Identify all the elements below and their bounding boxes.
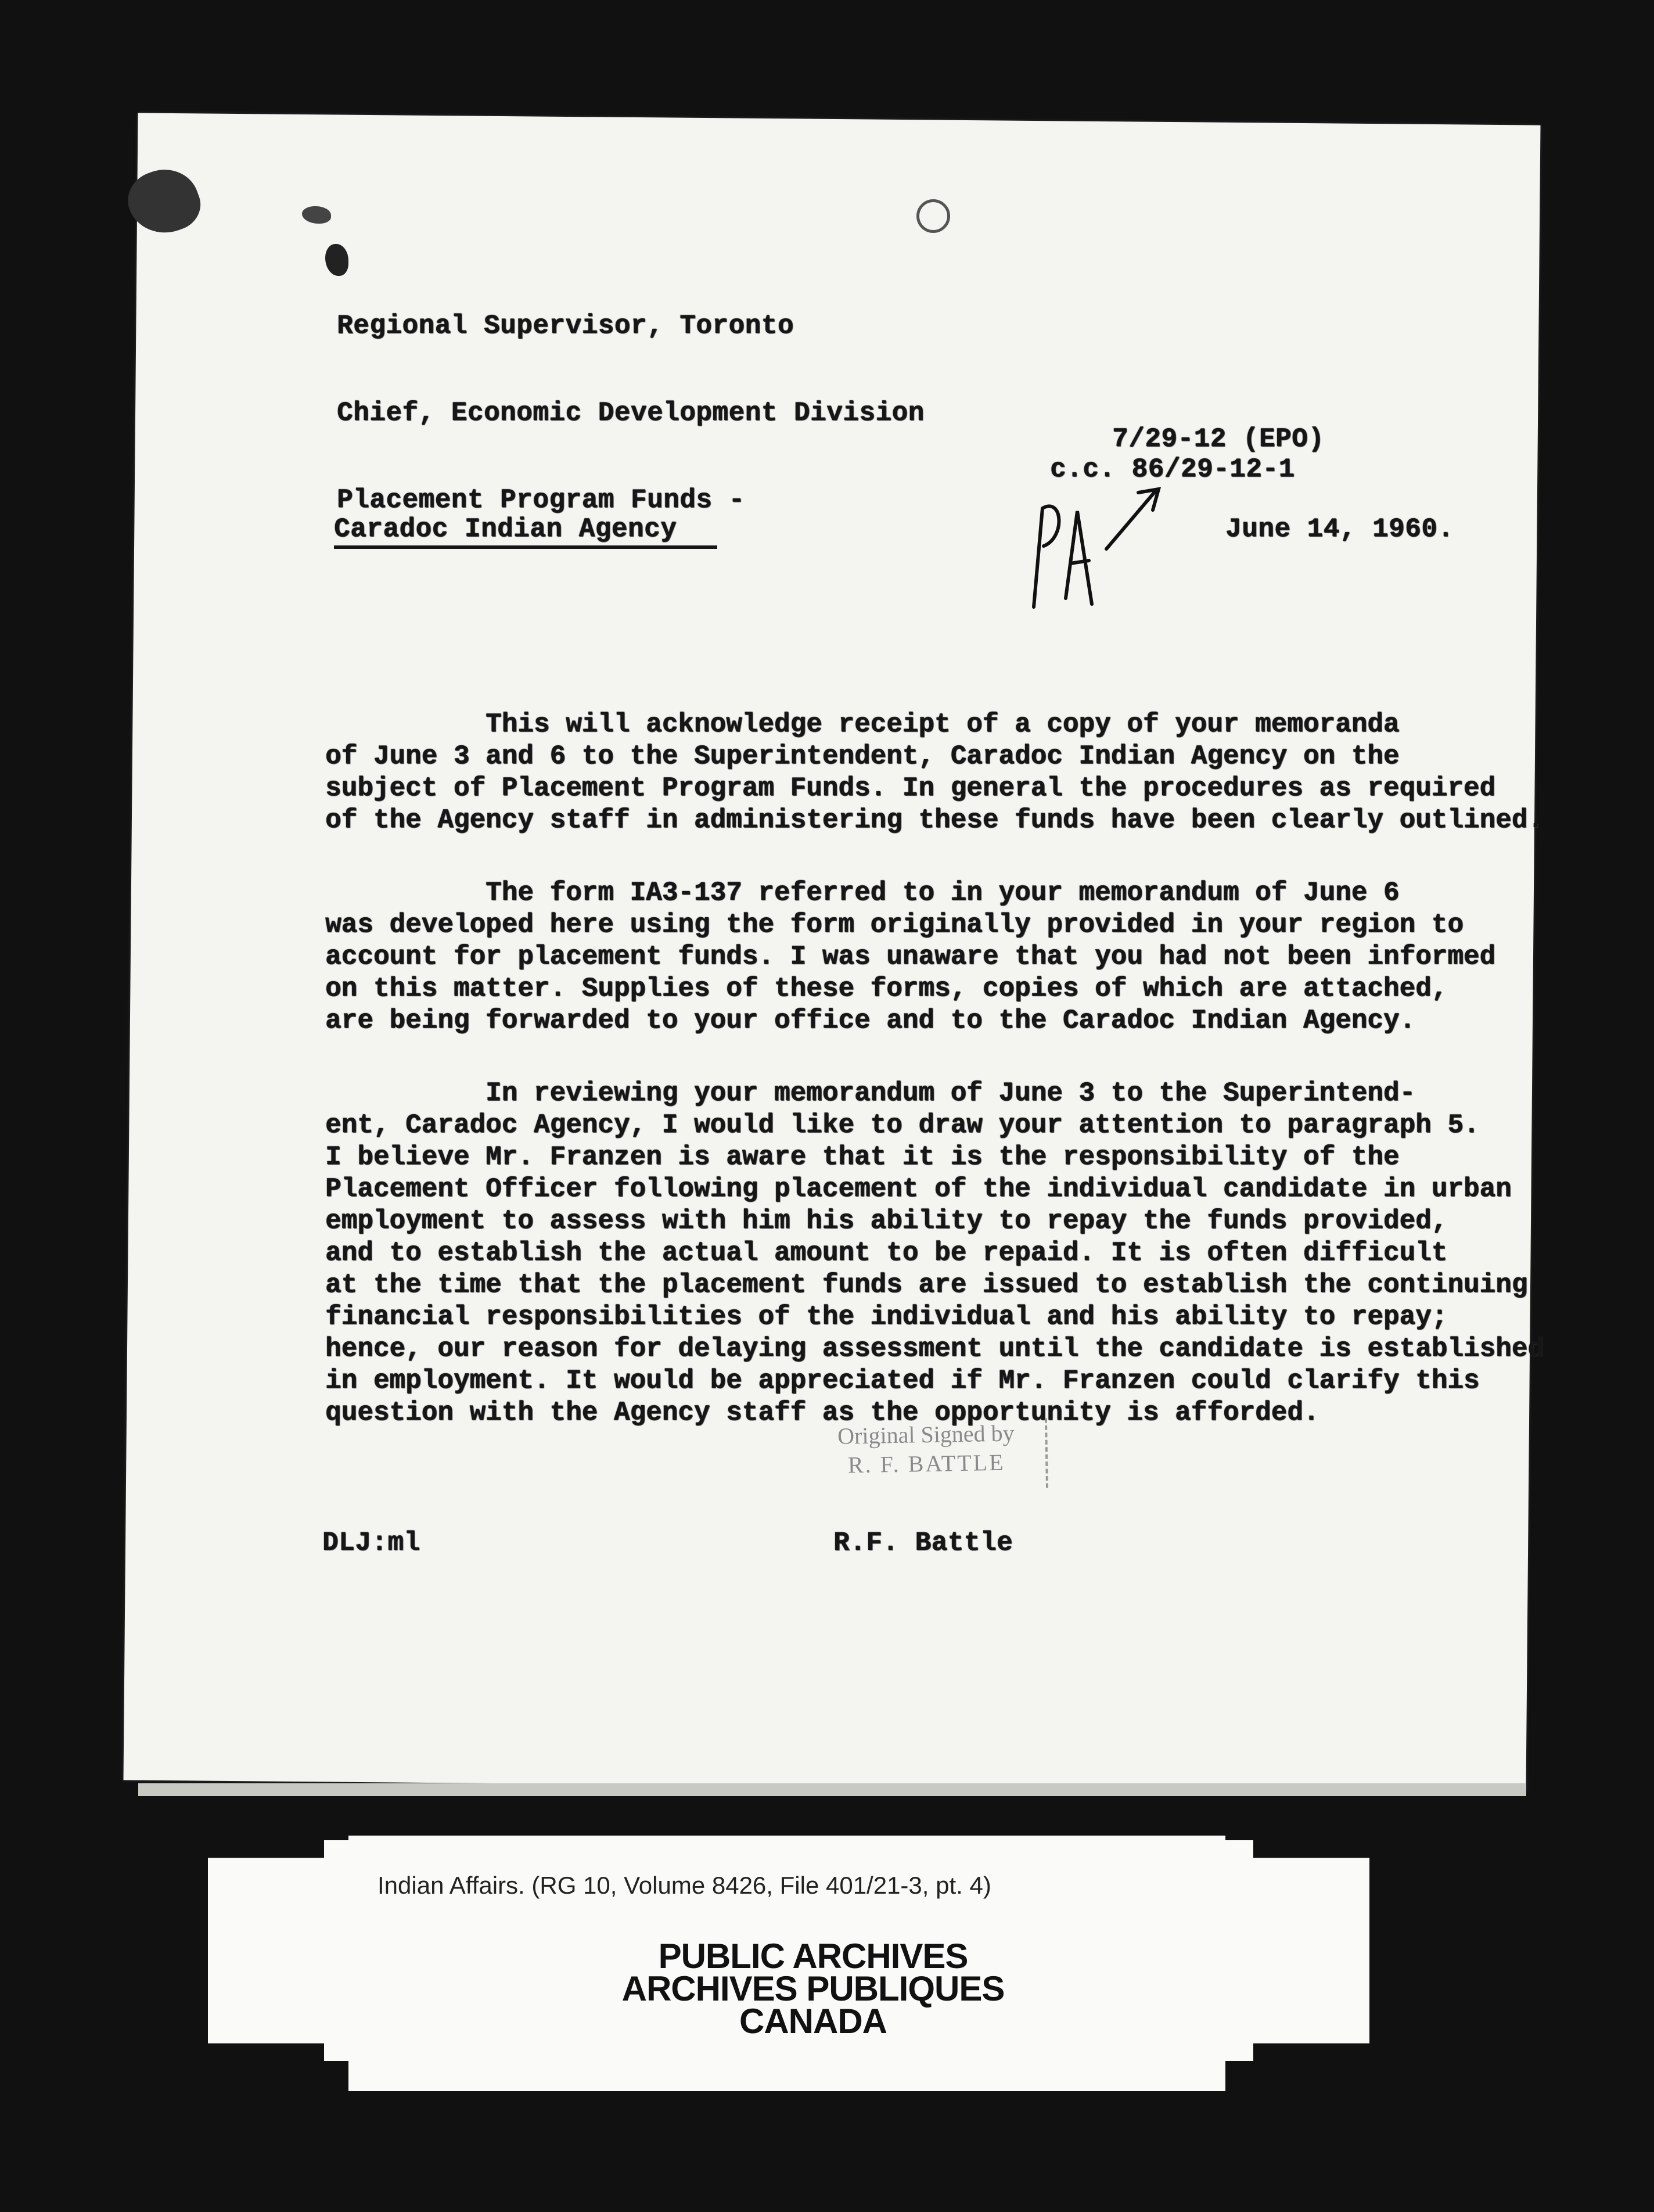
stamp-line-1: Original Signed by (837, 1420, 1015, 1449)
archive-reference: Indian Affairs. (RG 10, Volume 8426, File 401/21-3, pt. 4) (377, 1872, 991, 1899)
subject-line-1: Placement Program Funds - (337, 485, 745, 515)
memo-paragraph-2: The form IA3-137 referred to in your memorandum of June 6 was developed here using the form originally provided in your region to account for placement funds. I was unaware that you had not been informed on this matter. Supplies of these forms, copies of which are attached, are being forwarded to your office and to the Caradoc Indian Agency. (325, 878, 1496, 1036)
memo-paragraph-1: This will acknowledge receipt of a copy of your memoranda of June 3 and 6 to the Superintendent, Caradoc Indian Agency on the subject of Placement Program Funds. In general the procedures as required of the Agency staff in administering these funds have been clearly (325, 709, 1496, 835)
stamp-line-2: R. F. BATTLE (847, 1449, 1005, 1478)
cc-reference: c.c. 86/29-12-1 (1050, 454, 1295, 484)
typist-initials: DLJ:ml (322, 1528, 420, 1558)
archive-title-line-3: CANADA (739, 2002, 887, 2041)
handwritten-initials-arrow (1019, 482, 1170, 619)
signature-stamp (807, 1418, 1048, 1492)
archive-title-line-1: PUBLIC ARCHIVES (658, 1937, 968, 1976)
subject-line-2: Caradoc Indian Agency (334, 514, 717, 549)
memo-paragraph-3: In reviewing your memorandum of June 3 to the Superintend- ent, Caradoc Agency, I would like to draw your attention to paragraph I believe Mr. Franzen is aware that it is the responsibility of the Placement Officer following placement of the individual candidate in employment to assess with him his ability to repay the funds provided, and to establish the actual amount to be repaid. It is often difficult at the time that the placement funds are issued to establish the continuing financial responsibilities of the individual and his ability to repay; hence, our reason for delaying assessment until the candidate is established in employment. It would be appreciated if Mr. Franzen could clarify this question with the Agency staff as the opportunity is afforded. (325, 1078, 1544, 1428)
punch-hole-mark (916, 199, 950, 233)
archive-title (523, 1937, 1103, 2041)
file-reference: 7/29-12 (EPO) (1112, 424, 1325, 454)
signatory-name: R.F. Battle (833, 1528, 1013, 1558)
memo-body (325, 709, 1544, 1470)
archive-title-line-2: ARCHIVES PUBLIQUES (621, 1969, 1005, 2008)
memo-date: June 14, 1960. (1225, 514, 1454, 544)
memo-to: Regional Supervisor, Toronto (337, 311, 794, 341)
handwriting-icon (1019, 482, 1170, 616)
memo-from: Chief, Economic Development Division (337, 398, 925, 428)
page-shadow-edge (138, 1783, 1526, 1796)
